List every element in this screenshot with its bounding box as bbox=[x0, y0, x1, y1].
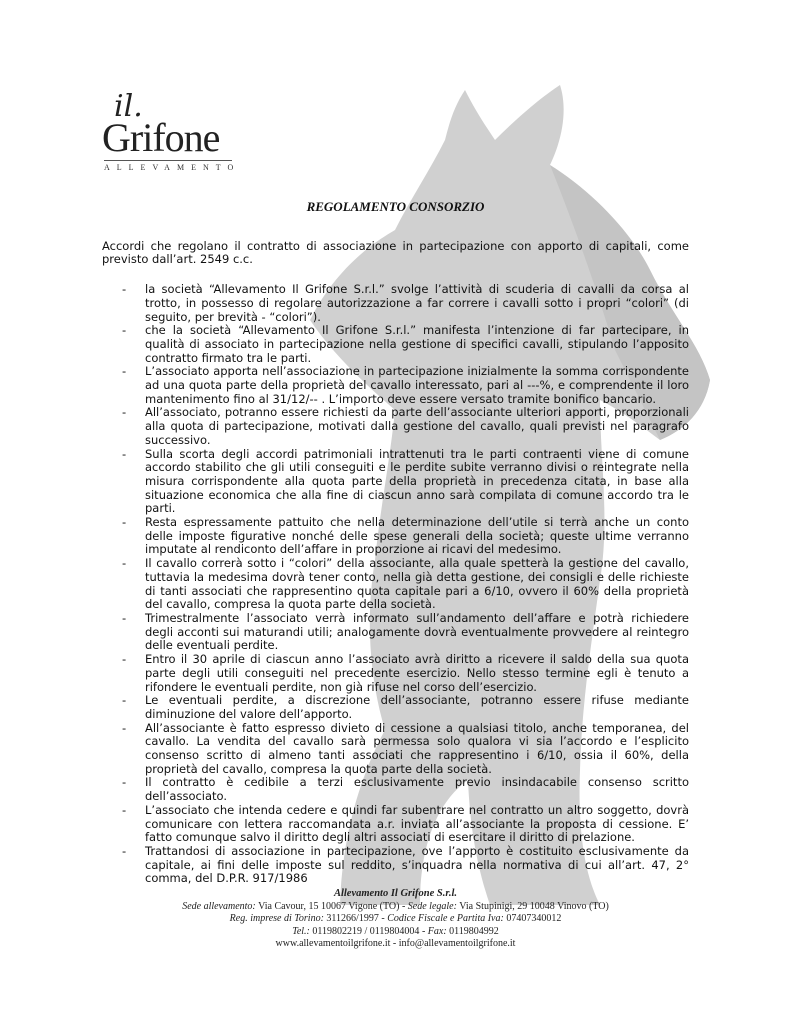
bullet-marker: - bbox=[122, 775, 127, 790]
footer-cf-label: Codice Fiscale e Partita Iva: bbox=[387, 913, 504, 924]
clause-item bbox=[102, 406, 689, 447]
logo-name-text: Grifone bbox=[102, 115, 220, 160]
footer-registry-line: Reg. imprese di Torino: 311266/1997 - Codice Fiscale e Partita Iva: 07407340012 bbox=[229, 913, 562, 924]
bullet-marker: - bbox=[122, 515, 127, 530]
bullet-marker: - bbox=[122, 843, 127, 858]
clause-item bbox=[102, 365, 689, 406]
footer-website-link[interactable]: www.allevamentoilgrifone.it bbox=[275, 938, 391, 949]
footer-reg-value: 311266/1997 bbox=[326, 913, 379, 924]
clause-item bbox=[102, 845, 689, 886]
clause-text: L’associato che intenda cedere e quindi far subentrare nel contratto un altro soggetto, dovrà comunicare con lettera raccomandata a.r. inviata all’associante la proposta di cessione. E’ fatto comunque salvo il diritto degli altri associati di esercitare il diritto di prelazione. bbox=[145, 802, 689, 845]
footer-email-link[interactable]: info@allevamentoilgrifone.it bbox=[398, 938, 516, 949]
footer-sede-legale: Via Stupinigi, 29 10048 Vinovo (TO) bbox=[459, 900, 609, 912]
footer-sede-legale-label: Sede legale: bbox=[407, 900, 457, 912]
clause-item bbox=[102, 776, 689, 803]
bullet-marker: - bbox=[122, 556, 127, 571]
bullet-marker: - bbox=[122, 693, 127, 708]
clause-item bbox=[102, 448, 689, 517]
clause-text: Sulla scorta degli accordi patrimoniali intrattenuti tra le parti contraenti viene di comune accordo stabilito che gli utili conseguiti e le perdite subite verranno divisi o reintegrate nella misura corrispondente alla quota parte della proprietà in precedenza citata, in base alla situazione economica che alla fine di ciascun anno sarà compilata di comune accordo tra le parti. bbox=[145, 446, 689, 516]
clause-text: Trimestralmente l’associato verrà informato sull’andamento dell’affare e potrà richiedere degli acconti sui maturandi utili; analogamente dovrà eventualmente provvedere al reintegro delle eventuali perdite. bbox=[145, 610, 689, 653]
clause-item bbox=[102, 694, 689, 721]
footer-web-line: www.allevamentoilgrifone.it - info@allevamentoilgrifone.it bbox=[275, 938, 516, 949]
clause-text: All’associato, potranno essere richiesti da parte dell’associante ulteriori apporti, proporzionali alla quota di partecipazione, motivati dalla gestione del cavallo, quali previsti nel paragrafo successivo. bbox=[145, 405, 689, 447]
document-title: REGOLAMENTO CONSORZIO bbox=[306, 199, 485, 214]
footer-reg-label: Reg. imprese di Torino: bbox=[229, 913, 324, 924]
bullet-marker: - bbox=[122, 652, 127, 667]
bullet-marker: - bbox=[122, 720, 127, 735]
clause-text: Il contratto è cedibile a terzi esclusivamente previo insindacabile consenso scritto dell’associato. bbox=[145, 775, 689, 804]
clause-text: che la società “Allevamento Il Grifone S.r.l.” manifesta l’intenzione di far partecipare, in qualità di associato in partecipazione nella gestione di specifici cavalli, stipulando l’apposito contratto firmato tra le parti. bbox=[145, 323, 689, 365]
clause-item bbox=[102, 653, 689, 694]
clause-item bbox=[102, 324, 689, 365]
footer-fax-value: 0119804992 bbox=[449, 925, 499, 937]
bullet-marker: - bbox=[122, 364, 127, 379]
clause-text: Resta espressamente pattuito che nella determinazione dell’utile si terrà anche un conto delle imposte figurative nonché delle spese generali della società; queste ultime verranno imputate al rendiconto dell’affare in proporzione ai ricavi del medesimo. bbox=[145, 515, 689, 557]
footer-tel-value: 0119802219 / 0119804004 bbox=[312, 925, 420, 937]
footer-fax-label: Fax: bbox=[427, 925, 447, 937]
footer-sede-allevamento-label: Sede allevamento: bbox=[182, 900, 256, 912]
bullet-marker: - bbox=[122, 802, 127, 817]
bullet-marker: - bbox=[122, 282, 127, 297]
logo-subtitle: ALLEVAMENTO bbox=[104, 163, 241, 172]
clause-item bbox=[102, 557, 689, 612]
clause-text: Il cavallo correrà sotto i “colori” della associante, alla quale spetterà la gestione del cavallo, tuttavia la medesima dovrà tener conto, nella già detta gestione, dei consigli e delle richieste di tanti associati che rappresentino quota capitale pari a 6/10, ovvero il 60% della proprietà del cavallo, compresa la quota parte della società. bbox=[145, 556, 689, 612]
clause-text: All’associante è fatto espresso divieto di cessione a qualsiasi titolo, anche temporanea, del cavallo. La vendita del cavallo sarà permessa solo qualora vi sia l’accordo e l’esplicito consenso scritto di almeno tanti associati che rappresentino i 6/10, ossia il 60%, della proprietà del cavallo, compresa la quota parte della società. bbox=[145, 720, 689, 776]
footer-phone-line: Tel.: 0119802219 / 0119804004 - Fax: 0119804992 bbox=[292, 925, 499, 937]
bullet-marker: - bbox=[122, 323, 127, 338]
clause-text: Trattandosi di associazione in partecipazione, ove l’apporto è costituito esclusivamente da capitale, ai fini delle imposte sul reddito, s’inquadra nella normativa di cui all’art. 47, 2° comma, del D.P.R. 917/1986 bbox=[145, 843, 689, 886]
clause-item bbox=[102, 516, 689, 557]
clause-text: Entro il 30 aprile di ciascun anno l’associato avrà diritto a ricevere il saldo della sua quota parte degli utili conseguiti nel precedente esercizio. Nello stesso termine egli è tenuto a rifondere le eventuali perdite, non già rifuse nel corso dell’esercizio. bbox=[145, 652, 689, 694]
clause-item bbox=[102, 612, 689, 653]
clause-item bbox=[102, 722, 689, 777]
logo-il-text: il. bbox=[114, 89, 143, 124]
bullet-marker: - bbox=[122, 446, 127, 461]
logo-divider bbox=[104, 160, 232, 161]
footer-company-name: Allevamento Il Grifone S.r.l. bbox=[333, 888, 458, 899]
clause-item bbox=[102, 804, 689, 845]
footer-separator: - bbox=[399, 900, 408, 912]
clause-text: la società “Allevamento Il Grifone S.r.l.” svolge l’attività di scuderia di cavalli da corsa al trotto, in possesso di regolare autorizzazione a far correre i cavalli sotto i propri “colori” (di seguito, per brevità - “colori”). bbox=[145, 282, 689, 324]
footer-tel-label: Tel.: bbox=[292, 925, 310, 937]
footer-sede-allevamento: Via Cavour, 15 10067 Vigone (TO) bbox=[258, 900, 400, 912]
clause-item bbox=[102, 283, 689, 324]
footer-cf-value: 07407340012 bbox=[506, 913, 562, 924]
footer-address-line bbox=[150, 901, 641, 914]
document-body bbox=[102, 200, 689, 886]
document-intro: Accordi che regolano il contratto di associazione in partecipazione con apporto di capitali, come previsto dall’art. 2549 c.c. bbox=[102, 238, 689, 267]
company-logo bbox=[100, 89, 241, 172]
clause-list bbox=[102, 283, 689, 886]
clause-text: L’associato apporta nell’associazione in partecipazione inizialmente la somma corrispondente ad una quota parte della proprietà del cavallo interessato, pari al ---%, e comprendente il loro mantenimento fino al 31/12/-- . L’importo deve essere versato tramite bonifico bancario. bbox=[145, 364, 689, 406]
footer bbox=[150, 888, 641, 951]
clause-text: Le eventuali perdite, a discrezione dell’associante, potranno essere rifuse mediante diminuzione del valore dell’apporto. bbox=[145, 693, 689, 721]
bullet-marker: - bbox=[122, 405, 127, 420]
bullet-marker: - bbox=[122, 610, 127, 625]
